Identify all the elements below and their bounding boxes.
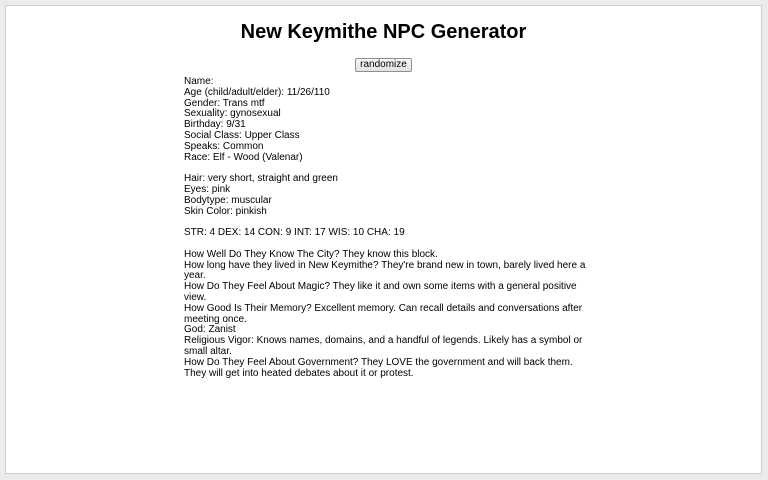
npc-gender: Gender: Trans mtf bbox=[184, 97, 265, 109]
npc-magic-opinion: How Do They Feel About Magic? They like it and own some items with a general positive view. bbox=[184, 281, 577, 303]
npc-residency: How long have they lived in New Keymithe? They're brand new in town, barely lived here a year. bbox=[184, 259, 586, 282]
page-frame bbox=[5, 5, 762, 474]
npc-social-class: Social Class: Upper Class bbox=[184, 129, 300, 141]
npc-government-opinion: How Do They Feel About Government? They LOVE the government and will back them. They will get into heated debates about it or protest. bbox=[184, 356, 573, 379]
npc-birthday: Birthday: 9/31 bbox=[184, 119, 246, 131]
npc-religious-vigor: Religious Vigor: Knows names, domains, and a handful of legends. Likely has a symbol or small altar. bbox=[184, 335, 583, 357]
npc-stats: STR: 4 DEX: 14 CON: 9 INT: 17 WIS: 10 CHA: 19 bbox=[184, 227, 405, 239]
npc-name: Name: bbox=[184, 76, 214, 87]
npc-output bbox=[184, 77, 594, 379]
npc-sexuality: Sexuality: gynosexual bbox=[184, 108, 281, 120]
npc-bodytype: Bodytype: muscular bbox=[184, 194, 272, 206]
npc-skin-color: Skin Color: pinkish bbox=[184, 205, 267, 217]
npc-eyes: Eyes: pink bbox=[184, 183, 231, 195]
npc-age: Age (child/adult/elder): 11/26/110 bbox=[184, 86, 330, 98]
npc-city-knowledge: How Well Do They Know The City? They know this block. bbox=[184, 248, 438, 260]
npc-speaks: Speaks: Common bbox=[184, 140, 264, 152]
button-row bbox=[6, 54, 761, 72]
npc-god: God: Zanist bbox=[184, 324, 236, 336]
npc-memory: How Good Is Their Memory? Excellent memory. Can recall details and conversations after meeting once. bbox=[184, 302, 583, 325]
page-title: New Keymithe NPC Generator bbox=[240, 21, 527, 43]
randomize-button[interactable]: randomize bbox=[355, 58, 412, 72]
npc-hair: Hair: very short, straight and green bbox=[184, 173, 338, 185]
npc-race: Race: Elf - Wood (Valenar) bbox=[184, 151, 303, 163]
